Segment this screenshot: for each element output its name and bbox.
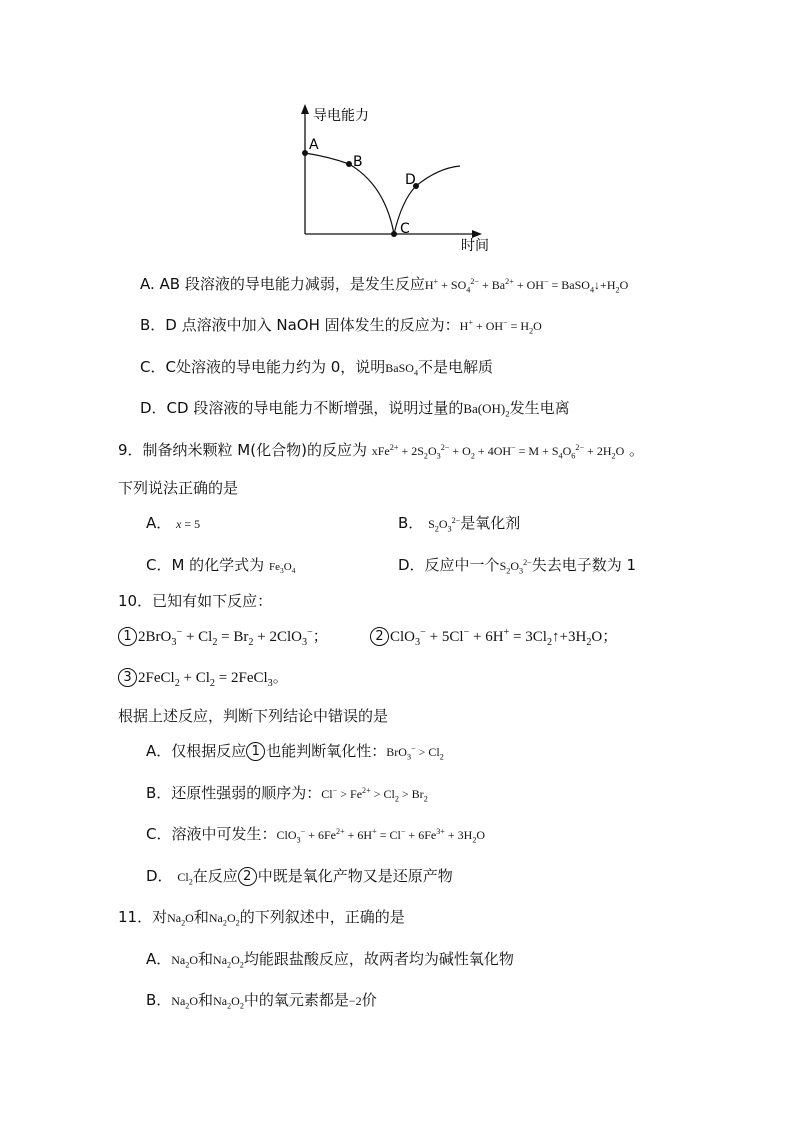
formula: $Na_2O$ [167,911,194,928]
formula: $Na_2O_2$ [213,994,244,1011]
q9-option-b: B． $S_2O_3^{2-}$是氧化剂 [398,514,521,534]
q10-option-a: A．仅根据反应 1 也能判断氧化性：$BrO_3^- > Cl_2$ [146,742,444,762]
q10-reaction-1: 1 $2BrO_3^- + Cl_2 = Br_2 + 2ClO_3^-$； [118,625,328,648]
formula: BaSO$_4$ [385,361,419,378]
formula: $BrO_3^- > Cl_2$ [386,744,444,762]
y-axis-label: 导电能力 [313,108,369,124]
q9-option-a: A． x = 5 [146,514,201,532]
formula: 2FeCl$_2$ + $Cl_2$ = 2FeCl$_3$ [138,670,273,689]
q11-stem: 11．对$Na_2O$和$Na_2O_2$的下列叙述中，正确的是 [118,908,405,928]
circle-number: 1 [246,742,265,761]
label-a: A [309,137,319,153]
formula: $2BrO_3^- + Cl_2 = Br_2 + 2ClO_3^-$ [138,627,313,648]
q8-option-a: A. AB 段溶液的导电能力减弱，是发生反应$H^+ + SO_4^{2-} + Ba^{2+} + OH^-$ = $BaSO_4↓+H_2O$ [140,275,629,295]
formula: $H^+ + OH^- = H_2O$ [459,318,542,336]
q10-judge: 根据上述反应，判断下列结论中错误的是 [118,707,389,725]
q8-option-d: D．CD 段溶液的导电能力不断增强，说明过量的$Ba(OH)_2$发生电离 [140,399,570,419]
formula: x = 5 [176,517,201,531]
label-d: D [405,172,416,188]
x-axis-arrow [472,230,482,238]
formula: $Cl_2$ [177,870,193,887]
q8-option-b: B．D 点溶液中加入 NaOH 固体发生的反应为：$H^+ + OH^- = H_2O$ [140,316,542,336]
q9-stem: 9．制备纳米颗粒 M(化合物)的反应为 $xFe^{2+} + 2S_2O_3^{2-} + O_2 + 4OH^- = M + S_4O_6^{2-} + 2H_2O$ 。 [118,441,645,461]
formula: $Na_2O$ [171,994,199,1011]
q9-option-c: C．M 的化学式为 $Fe_3O_4$ [146,556,296,576]
circle-number: 1 [118,627,137,646]
q10-option-b: B．还原性强弱的顺序为：$Cl^- > Fe^{2+} > Cl_2 > Br_2$ [146,784,428,804]
formula: $xFe^{2+} + 2S_2O_3^{2-} + O_2 + 4OH^- = M + S_4O_6^{2-} + 2H_2O$ [371,443,625,461]
conductivity-graph [290,100,510,260]
formula: $Fe_3O_4$ [268,561,296,576]
q10-reaction-3: 3 2FeCl$_2$ + $Cl_2$ = 2FeCl$_3$。 [118,666,288,689]
formula: $S_2O_3^{2-}$ [499,558,532,576]
circle-number: 3 [118,668,137,687]
formula: $Ba(OH)_2$ [463,401,510,419]
formula: $Cl^- > Fe^{2+} > Cl_2 > Br_2$ [321,786,428,804]
q9-option-d: D．反应中一个$S_2O_3^{2-}$失去电子数为 1 [398,556,637,576]
formula: $Na_2O_2$ [213,953,244,970]
circle-number: 2 [370,627,389,646]
formula: $Na_2O_2$ [208,911,240,928]
x-axis-label: 时间 [461,238,489,254]
label-c: C [400,221,410,237]
point-c [391,231,397,237]
q11-option-a: A．$Na_2O$和$Na_2O_2$均能跟盐酸反应，故两者均为碱性氧化物 [146,950,514,970]
y-axis-arrow [301,104,309,114]
q9-stem-line2: 下列说法正确的是 [118,479,239,497]
q10-option-c: C．溶液中可发生：$ClO_3^- + 6Fe^{2+} + 6H^+ = Cl^- + 6Fe^{3+} + 3H_2O$ [146,825,486,845]
q11-option-b: B．$Na_2O$和$Na_2O_2$中的氧元素都是−2价 [146,991,377,1011]
formula: $ClO_3^- + 5Cl^- + 6H^+ = 3Cl_2↑+3H_2O$ [390,627,603,648]
q10-reaction-2: 2 $ClO_3^- + 5Cl^- + 6H^+ = 3Cl_2↑+3H_2O$； [370,625,617,648]
q10-option-d: D． $Cl_2$在反应 2 中既是氧化产物又是还原产物 [146,867,453,887]
point-b [346,161,352,167]
label-b: B [353,154,363,170]
formula: $Na_2O$ [171,953,199,970]
point-a [302,150,308,156]
formula: $S_2O_3^{2-}$ [428,516,461,534]
circle-number: 2 [238,867,257,886]
q8-option-c: C．C处溶液的导电能力约为 0，说明BaSO$_4$不是电解质 [140,358,494,378]
formula: $H^+ + SO_4^{2-} + Ba^{2+} + OH^-$ = $BaSO_4↓+H_2O$ [424,277,629,295]
formula: $ClO_3^- + 6Fe^{2+} + 6H^+ = Cl^- + 6Fe^{3+} + 3H_2O$ [276,827,486,845]
q10-stem: 10．已知有如下反应： [118,592,273,610]
